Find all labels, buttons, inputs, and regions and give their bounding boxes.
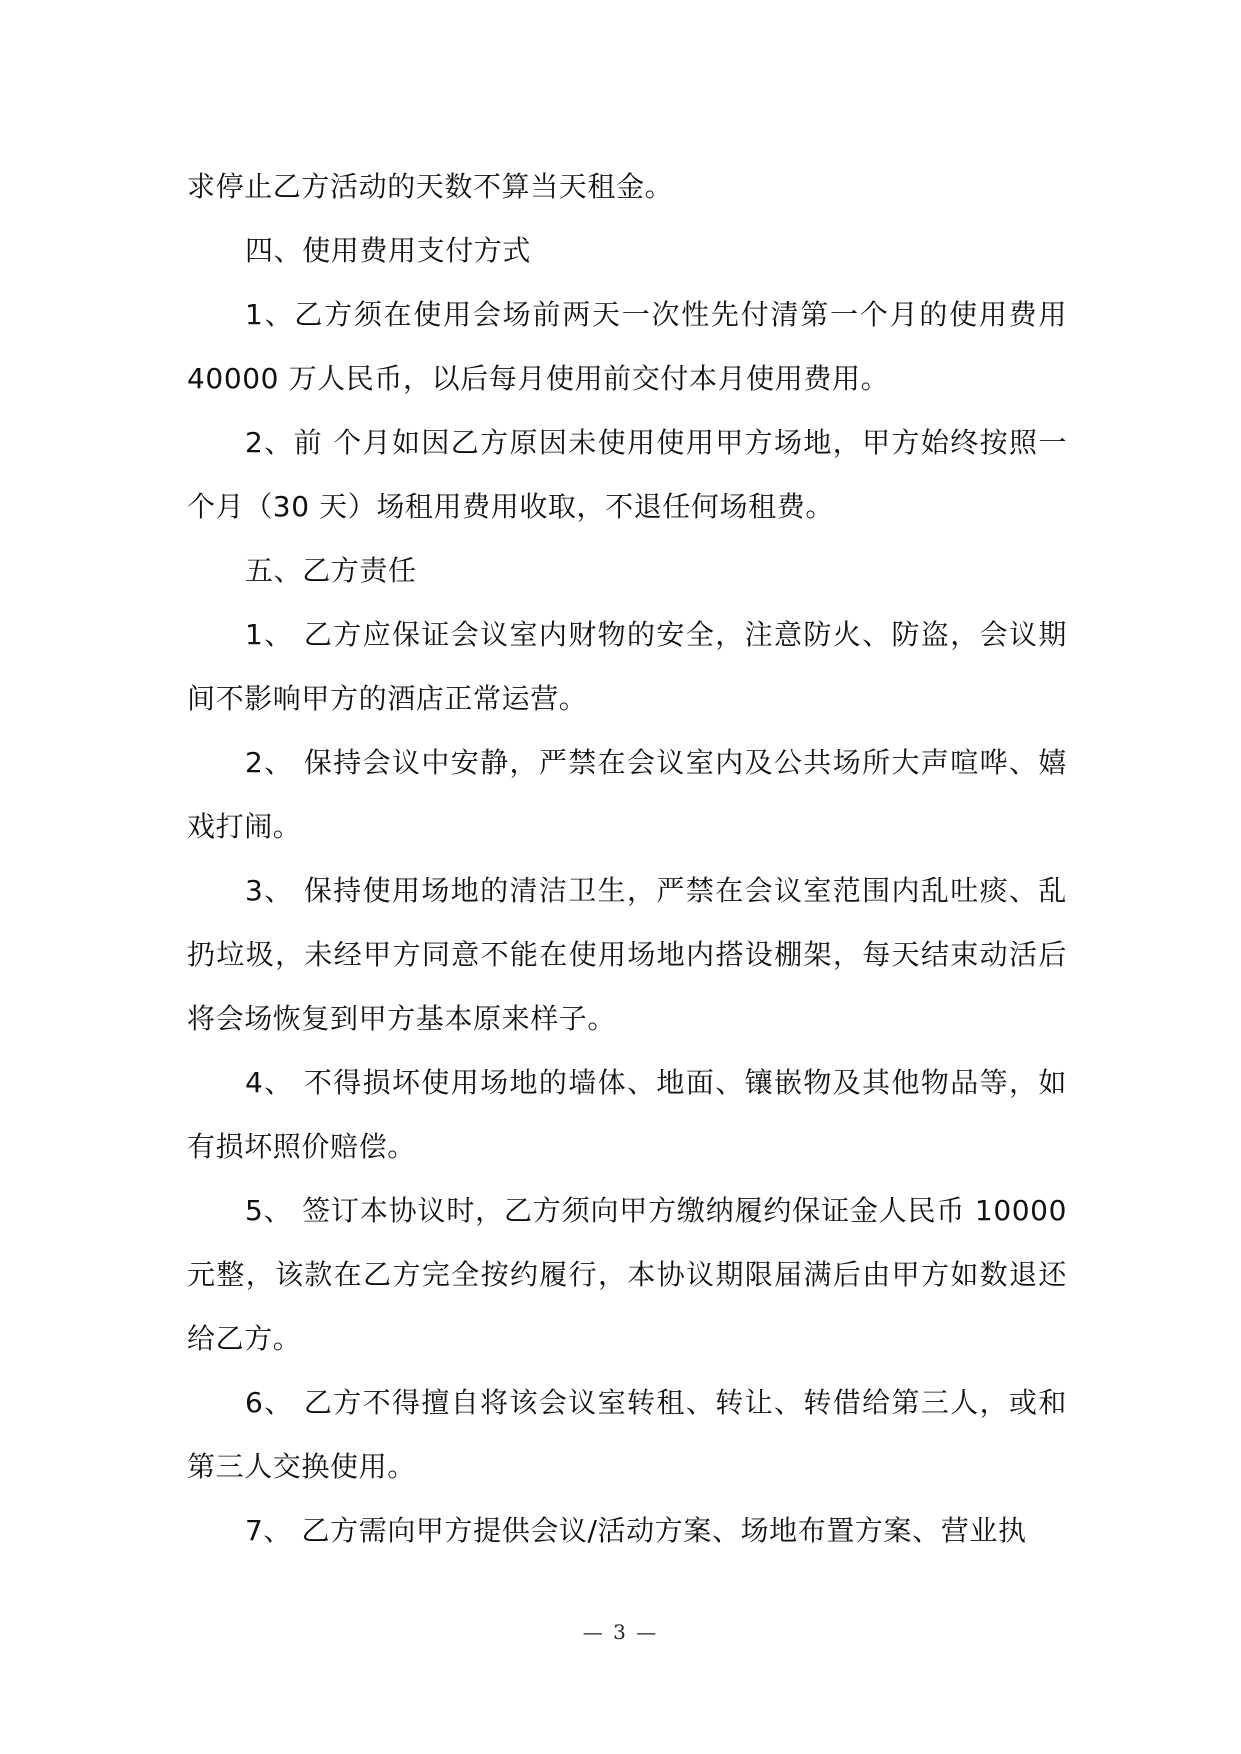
clause-responsibility-2: 2、 保持会议中安静，严禁在会议室内及公共场所大声喧哗、嬉戏打闹。 [187,746,1067,843]
page-number: — 3 — [582,1620,659,1644]
section-heading-payment: 四、使用费用支付方式 [245,234,532,267]
clause-responsibility-1: 1、 乙方应保证会议室内财物的安全，注意防火、防盗，会议期间不影响甲方的酒店正常运营。 [187,618,1067,715]
clause-responsibility-4: 4、 不得损坏使用场地的墙体、地面、镶嵌物及其他物品等，如有损坏照价赔偿。 [187,1066,1067,1163]
document-body [187,155,1067,1563]
clause-responsibility-7: 7、 乙方需向甲方提供会议/活动方案、场地布置方案、营业执 [245,1514,1027,1547]
clause-responsibility-3: 3、 保持使用场地的清洁卫生，严禁在会议室范围内乱吐痰、乱扔垃圾，未经甲方同意不能在使用场地内搭设棚架，每天结束动活后将会场恢复到甲方基本原来样子。 [187,874,1067,1035]
section-heading-responsibility: 五、乙方责任 [245,554,417,587]
clause-payment-1: 1、乙方须在使用会场前两天一次性先付清第一个月的使用费用40000 万人民币，以后每月使用前交付本月使用费用。 [187,298,1067,395]
clause-responsibility-6: 6、 乙方不得擅自将该会议室转租、转让、转借给第三人，或和第三人交换使用。 [187,1386,1067,1483]
clause-responsibility-5: 5、 签订本协议时，乙方须向甲方缴纳履约保证金人民币 10000元整，该款在乙方完全按约履行，本协议期限届满后由甲方如数退还给乙方。 [187,1194,1067,1355]
clause-payment-2: 2、前 个月如因乙方原因未使用使用甲方场地，甲方始终按照一个月（30 天）场租用费用收取，不退任何场租费。 [187,426,1067,523]
paragraph-continuation: 求停止乙方活动的天数不算当天租金。 [187,170,674,203]
